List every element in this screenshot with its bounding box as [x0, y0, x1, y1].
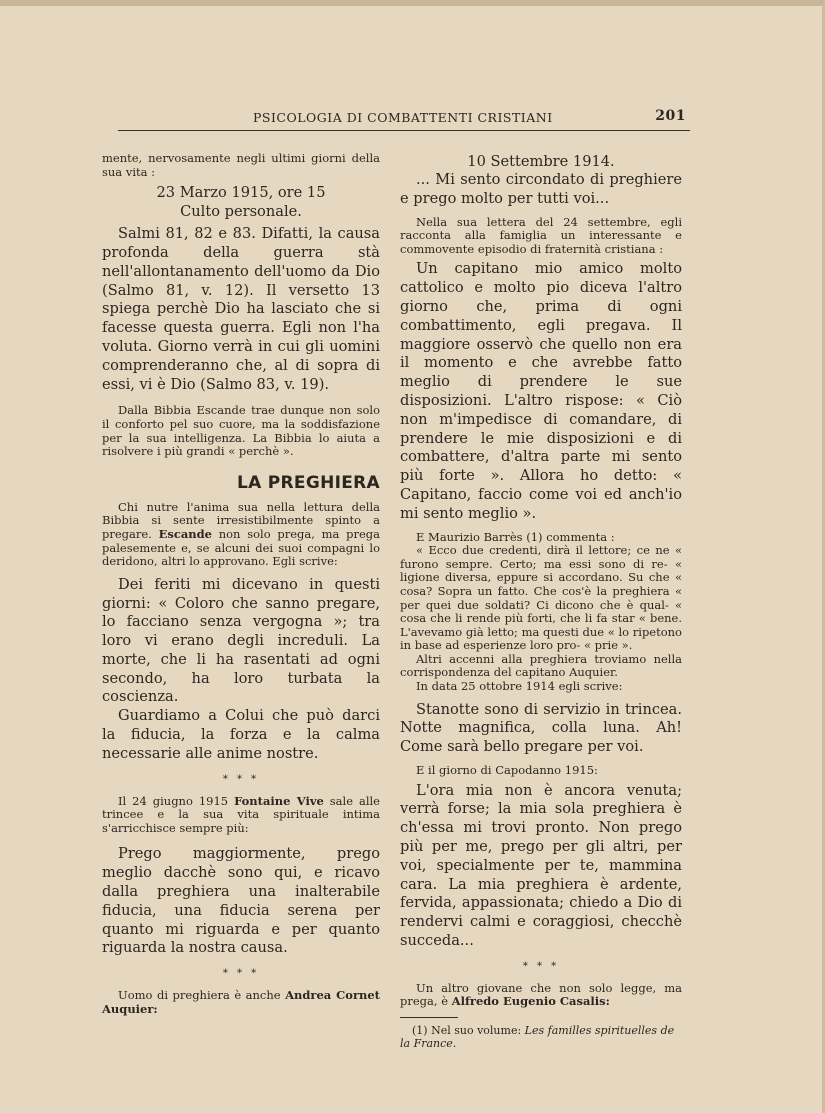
quoted-paragraph: Guardiamo a Colui che può darci la fiducia, la forza e la calma necessarie alle anime nostre.: [102, 707, 380, 762]
quotation: « Ecco due credenti, dirà il lettore; ce ne « furono sempre. Certo; ma essi sono di re- « ligione diversa, eppure si accordano. Su che « cosa? Sopra un fatto. Che cos'è la preghiera « per quei due soldati? Ci dicono che è qual- « cosa che li rende più forti, che li fa star « bene. L'avevamo già letto; ma questi due « lo ripetono in base ad esperienze loro pro- « prie ».: [400, 543, 682, 653]
footnote-rule: [400, 1017, 458, 1018]
footnote: (1) Nel suo volume: Les familles spirituelles de la France.: [400, 1024, 675, 1050]
paragraph: Uomo di preghiera è anche Andrea Cornet Auquier:: [102, 988, 380, 1016]
paragraph: In data 25 ottobre 1914 egli scrive:: [416, 679, 623, 694]
quoted-paragraph: Prego maggiormente, prego meglio dacchè sono qui, e ricavo dalla preghiera una inalterabile fiducia, una fiducia serena per quanto mi riguarda e per quanto riguarda la nostra causa.: [102, 845, 380, 957]
running-title: PSICOLOGIA DI COMBATTENTI CRISTIANI: [253, 110, 553, 125]
paragraph: Altri accenni alla preghiera troviamo nella corrispondenza del capitano Auquier.: [400, 651, 682, 680]
quoted-paragraph: Salmi 81, 82 e 83. Difatti, la causa profonda della guerra stà nell'allontanamento dell'uomo da Dio (Salmo 81, v. 12). Il versetto 13 spiega perchè Dio ha lasciato che si facesse questa guerra. Egli non l'ha voluta. Giorno verrà in cui gli uomini comprenderanno che, al di sopra di essi, vi è Dio (Salmo 83, v. 19).: [102, 225, 380, 393]
person-name: Andrea Cornet Auquier:: [102, 988, 380, 1016]
paragraph: mente, nervosamente negli ultimi giorni della sua vita :: [102, 151, 380, 179]
person-name: Escande: [158, 526, 212, 541]
paragraph: Nella sua lettera del 24 settembre, egli racconta alla famiglia un interessante e commovente episodio di fraternità cristiana :: [400, 214, 682, 256]
quoted-paragraph: Stanotte sono di servizio in trincea. Notte magnifica, colla luna. Ah! Come sarà bello pregare per voi.: [400, 700, 682, 756]
right-column: [400, 152, 682, 1050]
paragraph: Il 24 giugno 1915 Fontaine Vive sale alle trincee e la sua vita spirituale intima s'arricchisce sempre più:: [102, 793, 380, 835]
paragraph: Dalla Bibbia Escande trae dunque non solo il conforto pel suo cuore, ma la soddisfazione per la sua intelligenza. La Bibbia lo aiuta a risolvere i più grandi « perchè ».: [102, 403, 380, 459]
book-title: Les familles spirituelles de la France.: [400, 1024, 675, 1050]
running-header: [118, 108, 690, 131]
entry-subheading: Culto personale.: [180, 203, 302, 221]
paragraph: E Maurizio Barrès (1) commenta :: [416, 529, 615, 544]
person-name: Fontaine Vive: [234, 793, 324, 808]
quoted-paragraph: Dei feriti mi dicevano in questi giorni: « Coloro che sanno pregare, lo facciano senza vergogna »; tra loro vi erano degli increduli. La morte, che li ha rasentati ad ogni secondo, ha loro turbata la coscienza.: [102, 575, 380, 706]
entry-date: 10 Settembre 1914.: [467, 153, 615, 170]
paragraph: Un altro giovane che non solo legge, ma prega, è Alfredo Eugenio Casalis:: [400, 980, 682, 1009]
left-column: [102, 152, 380, 1016]
paragraph: Chi nutre l'anima sua nella lettura della Bibbia si sente irresistibilmente spinto a pregare. Escande non solo prega, ma prega palesemente e, se alcuni dei suoi compagni lo deridono, altri lo approvano. Egli scrive:: [102, 499, 380, 569]
quoted-paragraph: Un capitano mio amico molto cattolico e molto pio diceva l'altro giorno che, prima di ogni combattimento, egli pregava. Il maggiore osservò che quello non era il momento e che avrebbe fatto meglio di prendere le sue disposizioni. L'altro rispose: « Ciò non m'impedisce di comandare, di prendere le mie disposizioni e di combattere, d'altra parte mi sento più forte ». Allora ho detto: « Capitano, faccio come voi ed anch'io mi sento meglio ».: [400, 260, 682, 522]
page-number: 201: [655, 108, 686, 124]
person-name: Alfredo Eugenio Casalis:: [451, 994, 610, 1009]
paragraph: E il giorno di Capodanno 1915:: [416, 763, 598, 778]
entry-date: 23 Marzo 1915, ore 15: [156, 184, 326, 202]
quoted-paragraph: ... Mi sento circondato di preghiere e prego molto per tutti voi...: [400, 171, 682, 207]
section-separator: * * *: [222, 968, 260, 980]
quoted-paragraph: L'ora mia non è ancora venuta; verrà forse; la mia sola preghiera è ch'essa mi trovi pronto. Non prego più per me, prego per gli altri, per voi, specialmente per te, mammina cara. La mia preghiera è ardente, fervida, appassionata; chiedo a Dio di rendervi calmi e coraggiosi, checchè succeda...: [400, 781, 682, 950]
section-title: LA PREGHIERA: [236, 472, 380, 493]
section-separator: * * *: [222, 773, 260, 785]
section-separator: * * *: [522, 960, 560, 972]
